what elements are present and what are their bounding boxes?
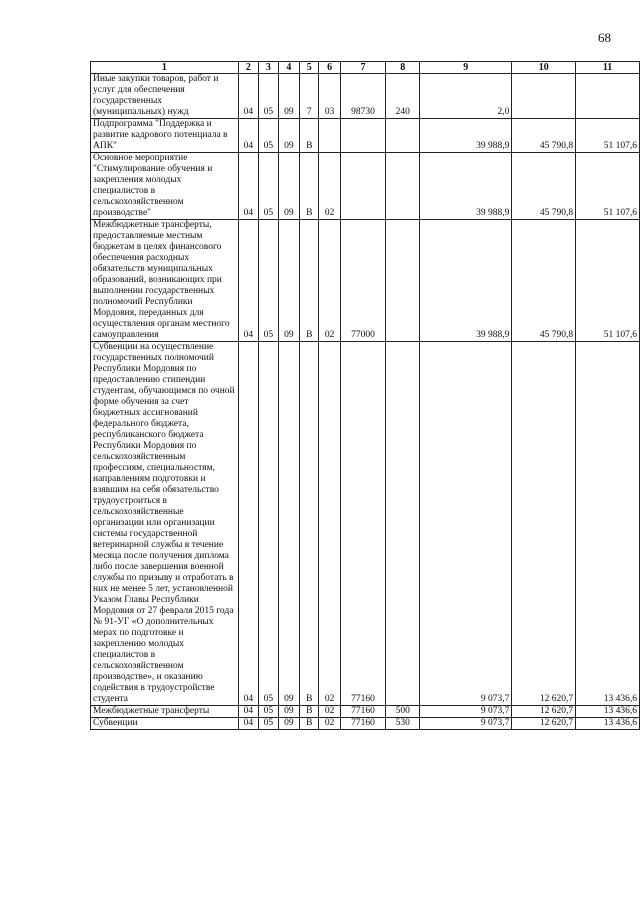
cell-amount: 12 620,7 [512,342,576,706]
cell-code [340,119,386,153]
cell-amount: 39 988,9 [420,220,512,342]
cell-code: 05 [259,706,279,718]
cell-amount: 13 436,6 [576,706,640,718]
cell-code: 02 [319,706,340,718]
cell-amount: 45 790,8 [512,220,576,342]
cell-amount: 39 988,9 [420,119,512,153]
cell-code: 04 [238,153,258,220]
cell-code: 77160 [340,706,386,718]
column-header: 4 [278,62,299,74]
cell-code: В [300,342,319,706]
cell-code: 09 [278,119,299,153]
cell-amount: 51 107,6 [576,220,640,342]
table-row [91,153,640,220]
cell-code: 04 [238,706,258,718]
column-header: 5 [300,62,319,74]
cell-amount [512,74,576,119]
column-header: 7 [340,62,386,74]
cell-code: 04 [238,718,258,730]
column-header: 3 [259,62,279,74]
cell-code: 09 [278,342,299,706]
cell-amount: 2,0 [420,74,512,119]
column-header: 10 [512,62,576,74]
cell-amount: 13 436,6 [576,342,640,706]
row-name: Иные закупки товаров, работ и услуг для обеспечения государственных (муниципальных) нужд [91,74,239,119]
cell-code: 98730 [340,74,386,119]
cell-code: 500 [386,706,420,718]
table-row [91,220,640,342]
cell-amount: 51 107,6 [576,153,640,220]
table-row [91,342,640,706]
column-header: 6 [319,62,340,74]
cell-code: 7 [300,74,319,119]
cell-code [386,342,420,706]
table-row [91,706,640,718]
cell-amount: 39 988,9 [420,153,512,220]
cell-code: 09 [278,220,299,342]
cell-amount [576,74,640,119]
row-name: Подпрограмма "Поддержка и развитие кадрового потенциала в АПК" [91,119,239,153]
cell-amount: 51 107,6 [576,119,640,153]
cell-code: В [300,153,319,220]
row-name: Основное мероприятие "Стимулирование обучения и закрепления молодых специалистов в сельскохозяйственном производстве" [91,153,239,220]
cell-code: 05 [259,342,279,706]
table-row [91,74,640,119]
cell-amount: 12 620,7 [512,718,576,730]
cell-code: 240 [386,74,420,119]
cell-code: 04 [238,220,258,342]
cell-code: 09 [278,74,299,119]
cell-code [319,119,340,153]
cell-code: В [300,220,319,342]
cell-code: 04 [238,342,258,706]
cell-code: 05 [259,119,279,153]
page-number: 68 [598,30,611,45]
cell-code: В [300,119,319,153]
cell-code: 04 [238,119,258,153]
cell-code [386,153,420,220]
cell-amount: 12 620,7 [512,706,576,718]
cell-code: 02 [319,342,340,706]
cell-code: 03 [319,74,340,119]
cell-code: 09 [278,706,299,718]
column-header: 11 [576,62,640,74]
column-header: 8 [386,62,420,74]
cell-code: 02 [319,153,340,220]
column-header: 2 [238,62,258,74]
column-header: 1 [91,62,239,74]
row-name: Субвенции [91,718,239,730]
cell-code: 77160 [340,342,386,706]
cell-code: 05 [259,153,279,220]
cell-amount: 9 073,7 [420,718,512,730]
table-row [91,718,640,730]
cell-code: 04 [238,74,258,119]
cell-code: 09 [278,718,299,730]
cell-code [386,220,420,342]
row-name: Межбюджетные трансферты, предоставляемые местным бюджетам в целях финансового обеспечения расходных обязательств муниципальных образований, возникающих при выполнении государственных полномочий Республики Мордовия, переданных для осуществления органам местного самоуправления [91,220,239,342]
table-row [91,119,640,153]
cell-amount: 45 790,8 [512,119,576,153]
cell-code: 02 [319,718,340,730]
cell-code: 05 [259,220,279,342]
column-header: 9 [420,62,512,74]
row-name: Межбюджетные трансферты [91,706,239,718]
row-name: Субвенции на осуществление государственных полномочий Республики Мордовия по предоставлению стипендии студентам, обучающимся по очной форме обучения за счет бюджетных ассигнований федерального бюджета, республиканского бюджета Республики Мордовия по сельскохозяйственным профессиям, специальностям, направлениям подготовки и взявшим на себя обязательство трудоустроиться в сельскохозяйственные организации или организации системы государственной ветеринарной службы в течение месяца после получения диплома либо после завершения военной службы по призыву и отработать в них не менее 5 лет, установленной Указом Главы Республики Мордовия от 27 февраля 2015 года № 91-УГ «О дополнительных мерах по подготовке и закреплению молодых специалистов в сельскохозяйственном производстве», и оказанию содействия в трудоустройстве студента [91,342,239,706]
cell-code [386,119,420,153]
cell-code: В [300,706,319,718]
cell-amount: 45 790,8 [512,153,576,220]
budget-table [90,61,640,730]
cell-code: 530 [386,718,420,730]
cell-amount: 9 073,7 [420,706,512,718]
cell-code: 09 [278,153,299,220]
cell-amount: 13 436,6 [576,718,640,730]
cell-amount: 9 073,7 [420,342,512,706]
cell-code: 77160 [340,718,386,730]
cell-code: В [300,718,319,730]
cell-code: 05 [259,74,279,119]
cell-code: 02 [319,220,340,342]
cell-code: 05 [259,718,279,730]
table-header-row [91,62,640,74]
cell-code [340,153,386,220]
cell-code: 77000 [340,220,386,342]
